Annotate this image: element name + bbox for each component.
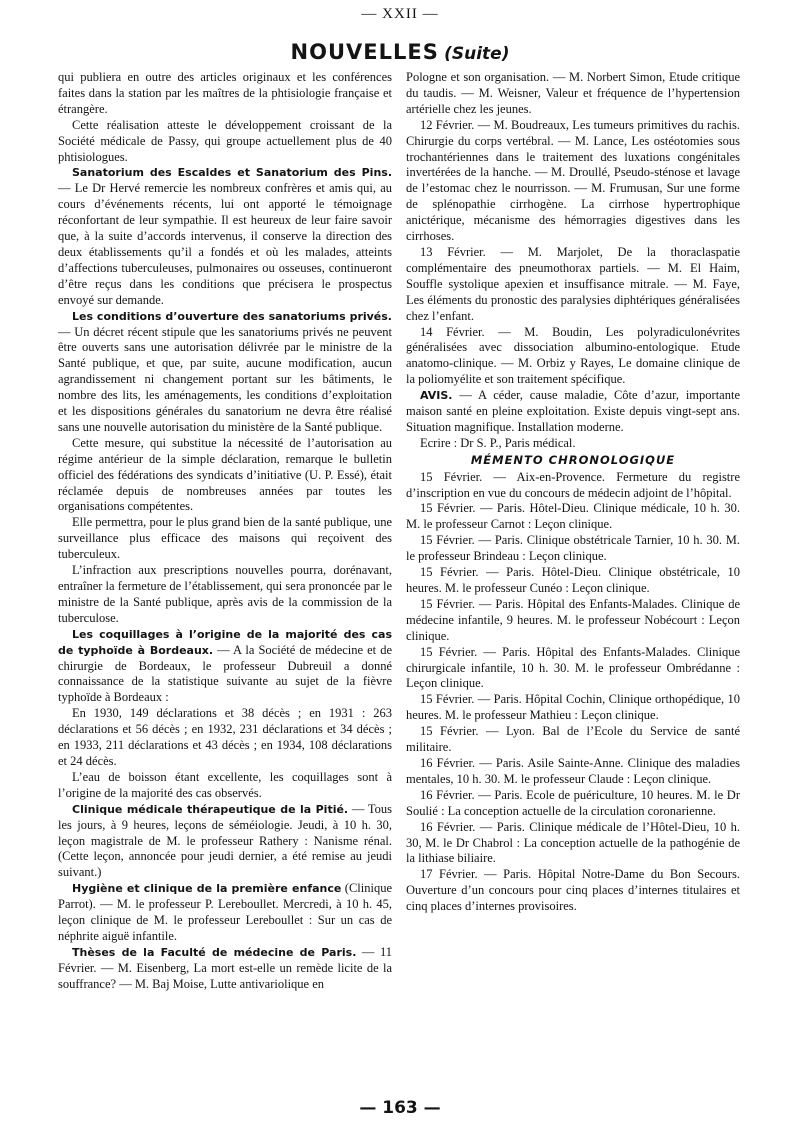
section-heading: Les coquillages à l’origine de la majorité des cas de typhoïde à Bordeaux. [58,627,392,657]
paragraph-text: 12 Février. — M. Boudreaux, Les tumeurs primitives du rachis. Chirurgie du corps vertébral. — M. Lance, Les ostéotomies sous trochantériennes dans le traitement des luxations congénitales invertérées de la hanche. — M. Droullé, Pseudo-sténose et lavage de l’estomac chez le nourrisson. — M. Frumusan, Sur une forme de splénopathie cirrhogène. La cirrhose hypertrophique anictérique, mécanisme des hémorragies digestives dans les cirrhoses. [406,117,740,244]
title-suite: (Suite) [444,44,510,64]
paragraph [58,436,392,516]
right-column [406,70,740,915]
paragraph-text: Ecrire : Dr S. P., Paris médical. [420,435,576,450]
paragraph [406,388,740,436]
paragraph [406,597,740,645]
paragraph-text: Cette réalisation atteste le développement croissant de la Société médicale de Passy, qui groupe actuellement plus de 40 phtisiologues. [58,117,392,164]
paragraph [406,820,740,868]
paragraph [58,165,392,308]
paragraph-text: L’eau de boisson étant excellente, les coquillages sont à l’origine de la majorité des cas observés. [58,769,392,800]
paragraph [58,802,392,882]
paragraph [58,706,392,770]
paragraph-text: 15 Février. — Lyon. Bal de l’Ecole du Service de santé militaire. [406,724,740,755]
section-heading: Clinique médicale thérapeutique de la Pitié. [72,802,349,816]
paragraph [58,945,392,993]
paragraph-text: Elle permettra, pour le plus grand bien de la santé publique, une surveillance plus efficace des maisons qui reçoivent des tuberculeux. [58,515,392,562]
paragraph [58,770,392,802]
paragraph-text: 15 Février. — Paris. Hôpital des Enfants-Malades. Clinique chirurgicale infantile, 10 h. 30. M. le professeur Ombrédanne : Leçon clinique. [406,644,740,691]
paragraph-text: 15 Février. — Paris. Hôtel-Dieu. Clinique obstétricale, 10 heures. M. le professeur Cunéo : Leçon clinique. [406,565,740,595]
paragraph [58,881,392,945]
paragraph-text: 15 Février. — Aix-en-Provence. Fermeture du registre d’inscription en vue du concours de médecin adjoint de l’hôpital. [406,469,740,500]
paragraph [406,533,740,565]
page-title [0,40,800,65]
section-heading: Hygiène et clinique de la première enfance [72,882,342,896]
paragraph-text: 16 Février. — Paris. Asile Sainte-Anne. Clinique des maladies mentales, 10 h. 30. M. le professeur Claude : Leçon clinique. [406,755,740,786]
page-number: — 163 — [359,1098,441,1118]
paragraph [406,788,740,820]
paragraph-text: 13 Février. — M. Marjolet, De la thoraclaspatie complémentaire des pneumothorax partiels. — M. El Haim, Souffle systolique apexien et insuffisance mitrale. — M. Faye, Les éléments du pronostic des paralysies diphtériques généralisées chez l’enfant. [406,244,740,323]
paragraph [58,627,392,707]
left-column [58,70,392,993]
paragraph-text: — 11 Février. — M. Eisenberg, La mort est-elle un remède licite de la souffrance? — M. Baj Moise, Lutte antivariolique en [58,944,392,991]
paragraph [406,867,740,915]
section-heading: Thèses de la Faculté de médecine de Paris. [72,945,357,959]
paragraph-text: — Un décret récent stipule que les sanatoriums privés ne peuvent être ouverts sans une autorisation délivrée par le ministre de la Santé publique, et que, par suite, aucune modification, aucun agrandissement ni changement portant sur les bâtiments, le nombre des lits, les aménagements, les conditions d’exploitation et les dispositions générales du sanatorium ne devra être réalisé sans une nouvelle autorisation du ministère de la Santé publique. [58,324,392,434]
paragraph-text: Cette mesure, qui substitue la nécessité de l’autorisation au régime antérieur de la simple déclaration, remarque le bulletin officiel des fédérations des syndicats d’initiative (U. P. Essé), était réclamée depuis de nombreuses années par toutes les organisations compétentes. [58,435,392,514]
paragraph-text: — Tous les jours, à 9 heures, leçons de séméiologie. Jeudi, à 10 h. 30, leçon magistrale de M. le professeur Rathery : Nanisme rénal. (Cette leçon, annoncée pour jeudi dernier, a été remise au jeudi suivant.) [58,801,392,880]
paragraph-text: En 1930, 149 déclarations et 38 décès ; en 1931 : 263 déclarations et 56 décès ; en 1932, 231 déclarations et 34 décès ; en 1933, 211 déclarations et 43 décès ; en 1934, 108 déclarations et 24 décès. [58,706,392,768]
paragraph-text: 16 Février. — Paris. Ecole de puériculture, 10 heures. M. le Dr Soulié : La conception actuelle de la circulation coronarienne. [406,787,740,818]
paragraph [406,470,740,502]
paragraph [406,692,740,724]
paragraph-text: 15 Février. — Paris. Clinique obstétricale Tarnier, 10 h. 30. M. le professeur Brindeau : Leçon clinique. [406,533,740,564]
paragraph [58,515,392,563]
paragraph [406,756,740,788]
paragraph [58,70,392,118]
section-heading: AVIS. [420,389,453,403]
paragraph-text: 14 Février. — M. Boudin, Les polyradiculonévrites généralisées avec dissociation albumino-entologique. Etude anatomo-clinique. — M. Orbiz y Rayes, Le domaine clinique de la poliomyélite et son traitement spécifique. [406,324,740,387]
roman-page-number: — XXII — [361,6,439,22]
paragraph [406,565,740,597]
paragraph [406,436,740,452]
paragraph-text: 15 Février. — Paris. Hôpital des Enfants-Malades. Clinique de médecine infantile, 9 heures. M. le professeur Nobécourt : Leçon clinique. [406,596,740,643]
paragraph-text: (Clinique Parrot). — M. le professeur P. Lereboullet. Mercredi, à 10 h. 45, leçon clinique de M. le professeur Lereboullet : Sur un cas de néphrite aiguë infantile. [58,881,392,943]
paragraph [58,118,392,166]
paragraph [406,70,740,118]
paragraph [58,563,392,627]
section-heading: Sanatorium des Escaldes et Sanatorium des Pins. [72,166,392,180]
paragraph-text: L’infraction aux prescriptions nouvelles pourra, dorénavant, entraîner la fermeture de l’établissement, qui sera prononcée par le ministre de la Santé publique, après avis de la commission de la tuberculose. [58,563,392,625]
paragraph-text: 15 Février. — Paris. Hôtel-Dieu. Clinique médicale, 10 h. 30. M. le professeur Carnot : Leçon clinique. [406,501,740,532]
paragraph-text: — A céder, cause maladie, Côte d’azur, importante maison santé en pleine exploitation. Existe depuis vingt-sept ans. Situation magnifique. Installation moderne. [406,388,740,434]
paragraph-text: Pologne et son organisation. — M. Norbert Simon, Etude critique du taudis. — M. Weisner, Valeur et fréquence de l’hypertension artérielle chez les jeunes. [406,70,740,116]
paragraph-text: 16 Février. — Paris. Clinique médicale de l’Hôtel-Dieu, 10 h. 30, M. le Dr Chabrol : La conception actuelle de la pathogénie de la lithiase biliaire. [406,819,740,866]
paragraph-text: — A la Société de médecine et de chirurgie de Bordeaux, le professeur Dubreuil a donné connaissance de la statistique suivante au sujet de la fièvre typhoïde à Bordeaux : [58,642,392,705]
memento-heading: MÉMENTO CHRONOLOGIQUE [470,452,676,467]
paragraph [58,309,392,436]
paragraph [406,645,740,693]
title-main: NOUVELLES [290,40,439,64]
paragraph [406,724,740,756]
paragraph-text: qui publiera en outre des articles originaux et les conférences faites dans la station par les maîtres de la phtisiologie française et étrangère. [58,70,392,116]
paragraph-text: 17 Février. — Paris. Hôpital Notre-Dame du Bon Secours. Ouverture d’un concours pour cinq places d’internes titulaires et cinq places d’internes provisoires. [406,867,740,914]
paragraph [406,118,740,245]
section-heading: Les conditions d’ouverture des sanatoriums privés. [72,309,392,323]
paragraph-text: — Le Dr Hervé remercie les nombreux confrères et amis qui, au cours d’événements récents, lui ont apporté le témoignage réconfortant de leur sympathie. Il est heureux de leur faire savoir que, à la suite d’accords intervenus, il conserve la direction des deux établissements qu’il a fondés et où les malades, atteints d’affections tuberculeuses, pulmonaires ou osseuses, continueront d’être reçus dans les conditions que précisera le prospectus envoyé sur demande. [58,181,392,307]
paragraph [406,501,740,533]
paragraph [406,325,740,389]
paragraph-text: 15 Février. — Paris. Hôpital Cochin, Clinique orthopédique, 10 heures. M. le professeur Mathieu : Leçon clinique. [406,692,740,723]
paragraph [406,245,740,325]
